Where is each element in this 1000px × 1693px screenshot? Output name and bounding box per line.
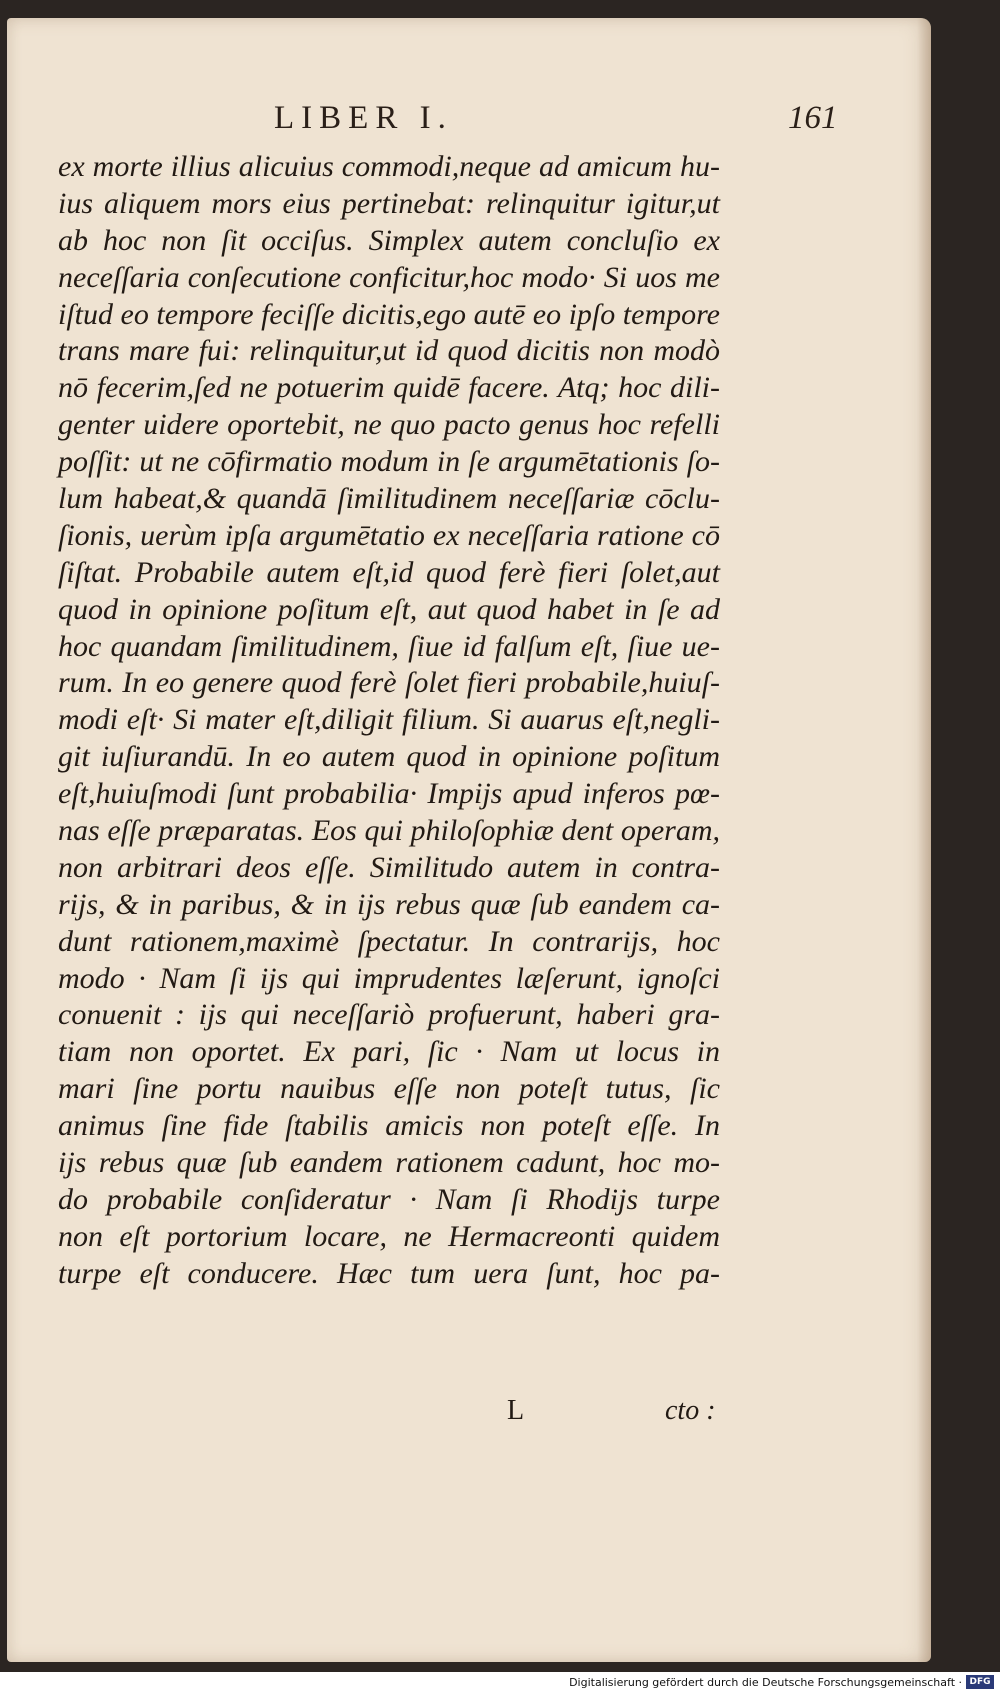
signature-mark: L [507,1395,525,1426]
text-line: nō fecerim,ſed ne potuerim quidē facere. Atq; hoc dili- [58,371,720,405]
text-line: ſiſtat. Probabile autem eſt,id quod ferè fieri ſolet,aut [58,555,720,589]
text-line: non arbitrari deos eſſe. Similitudo autem in contra- [58,850,720,884]
text-line: non eſt portorium locare, ne Hermacreonti quidem [58,1219,720,1253]
text-line: genter uidere oportebit, ne quo pacto genus hoc refelli [58,408,720,442]
book-page [7,18,931,1662]
running-title: LIBER I. [274,100,453,136]
text-line: rijs, & in paribus, & in ijs rebus quæ ſub eandem ca- [58,887,720,921]
text-line: ijs rebus quæ ſub eandem rationem cadunt, hoc mo- [58,1146,720,1180]
text-line: lum habeat,& quandā ſimilitudinem neceſſariæ cōclu- [58,482,720,516]
text-line: git iuſiurandū. In eo autem quod in opinione poſitum [58,740,720,774]
text-line: conuenit : ijs qui neceſſariò profuerunt, haberi gra- [58,998,720,1032]
text-line: ex morte illius alicuius commodi,neque ad amicum hu- [58,150,720,183]
page-number: 161 [788,100,838,136]
text-line: turpe eſt conducere. Hæc tum uera ſunt, hoc pa- [58,1256,720,1290]
funding-credit: Digitalisierung gefördert durch die Deutsche Forschungsgemeinschaft · [569,1676,962,1689]
text-line: ius aliquem mors eius pertinebat: relinquitur igitur,ut [58,186,720,220]
running-head [7,100,931,150]
text-line: neceſſaria conſecutione conficitur,hoc modo· Si uos me [58,260,720,294]
text-line: modo · Nam ſi ijs qui imprudentes læſerunt, ignoſci [58,961,720,995]
text-line: ab hoc non ſit occiſus. Simplex autem concluſio ex [58,223,720,257]
text-line: modi eſt· Si mater eſt,diligit filium. Si auarus eſt,negli- [58,703,720,737]
text-line: nas eſſe præparatas. Eos qui philoſophiæ dent operam, [58,814,720,848]
text-line: poſſit: ut ne cōfirmatio modum in ſe argumētationis ſo- [58,445,720,479]
text-line: mari ſine portu nauibus eſſe non poteſt tutus, ſic [58,1072,720,1106]
text-line: iſtud eo tempore feciſſe dicitis,ego autē eo ipſo tempore [58,297,720,331]
catchword: cto : [665,1395,716,1426]
catchline [7,1395,931,1435]
text-line: eſt,huiuſmodi ſunt probabilia· Impijs apud inferos pœ- [58,777,720,811]
digitization-footer [0,1672,1000,1693]
text-line: rum. In eo genere quod ferè ſolet fieri probabile,huiuſ- [58,666,720,700]
text-line: do probabile conſideratur · Nam ſi Rhodijs turpe [58,1182,720,1216]
text-line: dunt rationem,maximè ſpectatur. In contrarijs, hoc [58,924,720,958]
text-line: trans mare fui: relinquitur,ut id quod dicitis non modò [58,334,720,368]
text-line: animus ſine fide ſtabilis amicis non poteſt eſſe. In [58,1109,720,1143]
text-line: ſionis, uerùm ipſa argumētatio ex neceſſaria ratione cō [58,518,720,552]
text-line: hoc quandam ſimilitudinem, ſiue id falſum eſt, ſiue ue- [58,629,720,663]
text-line: tiam non oportet. Ex pari, ſic · Nam ut locus in [58,1035,720,1069]
dfg-logo-icon: DFG [966,1675,994,1689]
text-line: quod in opinione poſitum eſt, aut quod habet in ſe ad [58,592,720,626]
body-text [58,149,720,1293]
